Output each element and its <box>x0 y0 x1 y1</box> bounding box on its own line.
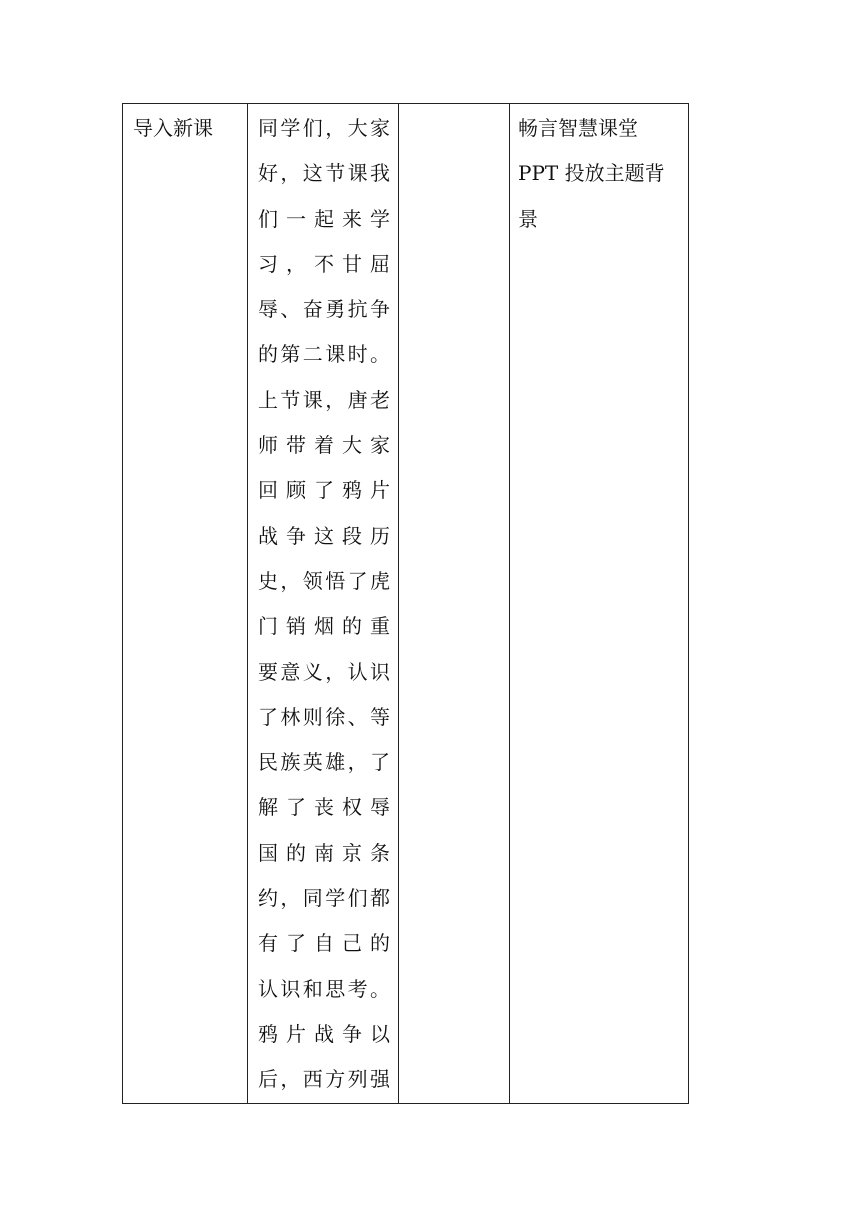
narration-line: 战 争 这 段 历 <box>258 523 390 548</box>
narration-line: 解 了 丧 权 辱 <box>258 795 390 820</box>
narration-line: 有 了 自 己 的 <box>258 931 390 956</box>
design-line: 景 <box>518 206 538 231</box>
narration-line: 史，领悟了虎 <box>258 568 390 593</box>
design-line: 畅言智慧课堂 <box>518 116 638 140</box>
activity-text <box>399 104 509 106</box>
narration-line: 习 ， 不 甘 屈 <box>258 251 390 276</box>
narration-line: 们 一 起 来 学 <box>258 206 390 231</box>
table-row <box>123 104 689 1104</box>
narration-line: 了林则徐、等 <box>258 704 390 729</box>
narration-line: 国 的 南 京 条 <box>258 840 390 865</box>
narration-line: 后，西方列强 <box>258 1067 390 1092</box>
narration-line: 同学们，大家 <box>258 116 390 140</box>
design-text <box>510 104 688 242</box>
stage-cell <box>123 104 248 1104</box>
narration-line: 的第二课时。 <box>258 342 390 367</box>
narration-line: 辱、奋勇抗争 <box>258 297 390 322</box>
narration-line: 上节课，唐老 <box>258 387 390 412</box>
narration-line: 门 销 烟 的 重 <box>258 614 390 639</box>
design-cell <box>510 104 689 1104</box>
narration-line: 要意义，认识 <box>258 659 390 684</box>
narration-line: 鸦 片 战 争 以 <box>258 1021 390 1046</box>
stage-label: 导入新课 <box>133 116 213 140</box>
narration-cell <box>248 104 399 1104</box>
narration-line: 师 带 着 大 家 <box>258 433 390 458</box>
lesson-plan-table <box>122 103 689 1104</box>
narration-line: 回 顾 了 鸦 片 <box>258 478 390 503</box>
narration-line: 认识和思考。 <box>258 976 390 1001</box>
narration-line: 好，这节课我 <box>258 161 390 186</box>
design-line: PPT 投放主题背 <box>518 161 665 186</box>
narration-line: 约，同学们都 <box>258 886 390 911</box>
narration-line: 民族英雄，了 <box>258 750 390 775</box>
activity-cell <box>399 104 510 1104</box>
narration-text <box>248 104 398 1103</box>
